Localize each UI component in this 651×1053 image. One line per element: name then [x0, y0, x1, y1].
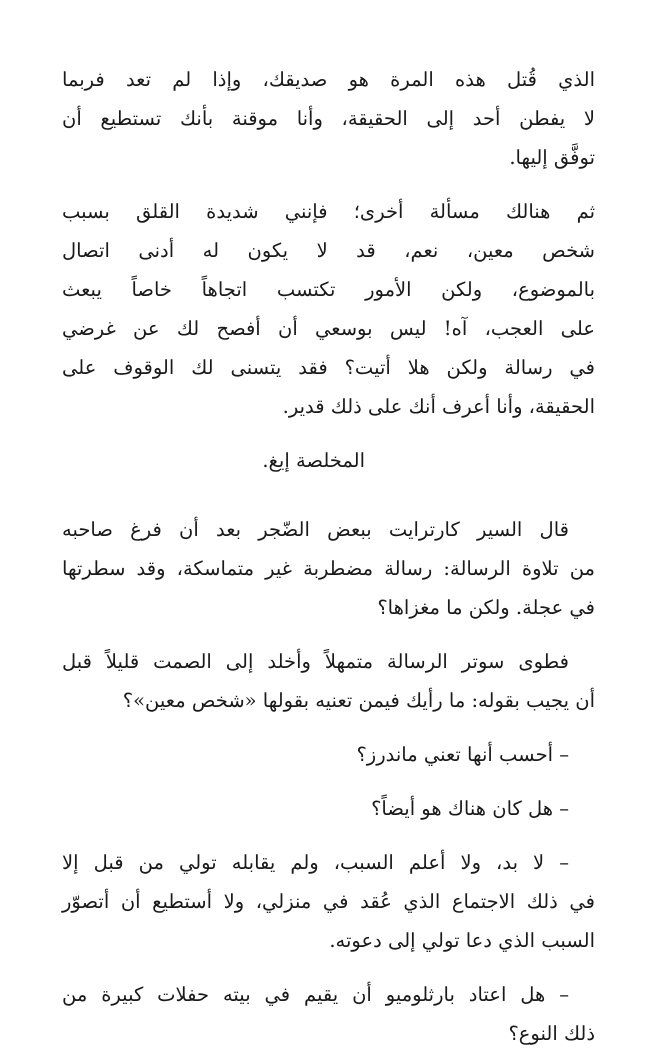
- text-line: ذلك النوع؟: [508, 1022, 595, 1045]
- dialogue-line-2: [62, 789, 595, 828]
- text-line: ثم هنالك مسألة أخرى؛ فإنني شديدة القلق بسبب: [62, 200, 595, 223]
- text-line: الحقيقة، وأنا أعرف أنك على ذلك قدير.: [282, 395, 595, 418]
- paragraph-letter-2: [62, 192, 595, 426]
- text-line: الذي قُتل هذه المرة هو صديقك، وإذا لم تعد فربما: [62, 68, 595, 91]
- text-line: شخص معين، نعم، قد لا يكون له أدنى اتصال: [62, 239, 595, 262]
- text-line: من تلاوة الرسالة: رسالة مضطربة غير متماسكة، وقد سطرتها: [62, 557, 595, 580]
- text-line: – هل اعتاد بارثلوميو أن يقيم في بيته حفلات كبيرة من: [62, 983, 569, 1006]
- text-line: – أحسب أنها تعني ماندرز؟: [356, 743, 569, 766]
- text-line: في رسالة ولكن هلا أتيت؟ فقد يتسنى لك الوقوف على: [62, 356, 595, 379]
- dialogue-line-3: [62, 843, 595, 960]
- text-line: أن يجيب بقوله: ما رأيك فيمن تعنيه بقولها «شخص معين»؟: [122, 689, 595, 712]
- text-line: السبب الذي دعا تولي إلى دعوته.: [329, 929, 595, 952]
- text-line: لا يفطن أحد إلى الحقيقة، وأنا موقنة بأنك تستطيع أن: [62, 107, 595, 130]
- text-line: فطوى سوتر الرسالة متمهلاً وأخلد إلى الصمت قليلاً قبل: [62, 650, 569, 673]
- dialogue-line-4: [62, 975, 595, 1053]
- letter-signature: المخلصة إيغ.: [262, 449, 365, 472]
- text-line: توفَّق إليها.: [509, 146, 595, 169]
- text-line: على العجب، آه! ليس بوسعي أن أفصح لك عن غرضي: [62, 317, 595, 340]
- dialogue-line-1: [62, 735, 595, 774]
- text-line: بالموضوع، ولكن الأمور تكتسب اتجاهاً خاصاً يبعث: [62, 278, 595, 301]
- text-line: في عجلة. ولكن ما مغزاها؟: [377, 596, 595, 619]
- text-line: – هل كان هناك هو أيضاً؟: [371, 797, 569, 820]
- paragraph-narration-1: [62, 510, 595, 627]
- text-line: في ذلك الاجتماع الذي عُقد في منزلي، ولا أستطيع أن أتصوّر: [62, 890, 595, 913]
- section-gap: [62, 496, 595, 510]
- text-line: – لا بد، ولا أعلم السبب، ولم يقابله تولي من قبل إلا: [62, 851, 569, 874]
- paragraph-narration-2: [62, 642, 595, 720]
- paragraph-letter-1: [62, 60, 595, 177]
- text-line: قال السير كارترايت ببعض الضّجر بعد أن فرغ صاحبه: [62, 518, 569, 541]
